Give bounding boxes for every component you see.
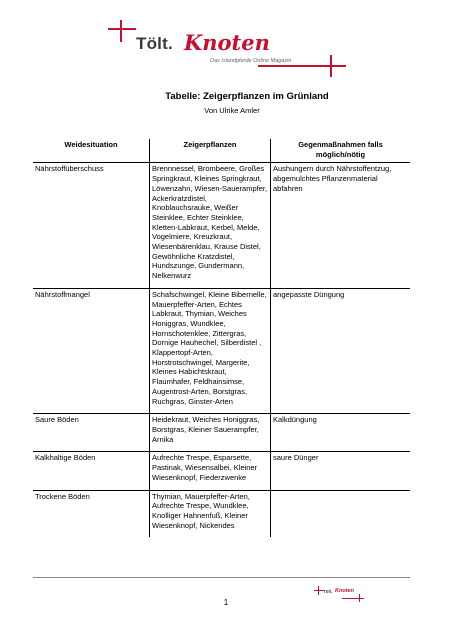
header-measures: Gegenmaßnahmen falls möglich/nötig <box>271 139 411 163</box>
cell-measures: saure Dünger <box>271 452 411 490</box>
logo-brand-part2: Knoten <box>184 30 270 55</box>
logo-cross-vertical-right <box>330 55 332 77</box>
header-plants: Zeigerpflanzen <box>150 139 271 163</box>
cell-situation: Kalkhaltige Böden <box>33 452 150 490</box>
cell-situation: Nährstoffüberschuss <box>33 163 150 288</box>
table-row <box>33 414 410 452</box>
document-title: Tabelle: Zeigerpflanzen im Grünland <box>165 91 329 102</box>
cell-measures: angepasste Düngung <box>271 288 411 413</box>
logo-tagline: Das Islandpferde Online Magazin <box>210 58 292 64</box>
table-row <box>33 490 410 537</box>
header-situation: Weidesituation <box>33 139 150 163</box>
table-header-row <box>33 139 410 163</box>
cell-situation: Nährstoffmangel <box>33 288 150 413</box>
table-row <box>33 452 410 490</box>
cell-plants: Heidekraut, Weiches Honiggras, Borstgras, Kleiner Sauerampfer, Arnika <box>150 414 271 452</box>
logo-cross-horizontal-left <box>108 28 136 30</box>
cell-measures: Aushungern durch Nährstoffentzug, abgemulchtes Pflanzenmaterial abfahren <box>271 163 411 288</box>
page-bottom-rule <box>33 577 410 578</box>
footer-logo-brand-part2: Knoten <box>335 588 354 594</box>
cell-measures: Kalkdüngung <box>271 414 411 452</box>
cell-plants: Thymian, Mauerpfeffer-Arten, Aufrechte Trespe, Wundklee, Knolliger Hahnenfuß, Kleiner Wiesenknopf, Nickendes <box>150 490 271 537</box>
cell-plants: Schafschwingel, Kleine Bibernelle, Mauerpfeffer-Arten, Echtes Labkraut, Thymian, Weiches Honiggras, Wundklee, Hornschotenklee, Zittergras, Dornige Hauhechel, Silberdistel , Klappertopf-Arten, Horstrotschwingel, Margerite, Kleines Habichtskraut, Flaumhafer, Feldhainsimse, Augentrost-Arten, Borstgras, Ruchgras, Ginster-Arten <box>150 288 271 413</box>
page-number: 1 <box>223 598 229 607</box>
indicator-plants-table <box>33 139 410 537</box>
cell-plants: Brennnessel, Brombeere, Großes Springkraut, Kleines Springkraut, Löwenzahn, Wiesen-Sauerampfer, Ackerkratzdistel, Knoblauchsrauke, Weißer Steinklee, Echter Steinklee, Kletten-Labkraut, Kerbel, Melde, Vogelmiere, Kreuzkraut, Wiesenbärenklau, Krause Distel, Gewöhnliche Kratzdistel, Hundszunge, Gundermann, Nelkenwurz <box>150 163 271 288</box>
cell-measures <box>271 490 411 537</box>
logo-cross-vertical-left <box>120 20 122 42</box>
logo-brand-part1: Tölt. <box>136 34 173 53</box>
footer-logo-cross-vertical-left <box>318 586 319 595</box>
table-row <box>33 163 410 288</box>
brand-logo <box>108 20 348 80</box>
document-author: Von Ulrike Amler <box>204 106 260 115</box>
cell-situation: Trockene Böden <box>33 490 150 537</box>
cell-situation: Saure Böden <box>33 414 150 452</box>
footer-logo-brand-part1: Tölt. <box>323 589 333 594</box>
cell-plants: Aufrechte Trespe, Esparsette, Pastinak, Wiesensalbei, Kleiner Wiesenknopf, Fiederzwenke <box>150 452 271 490</box>
logo-cross-horizontal-right <box>258 65 346 67</box>
table-row <box>33 288 410 413</box>
